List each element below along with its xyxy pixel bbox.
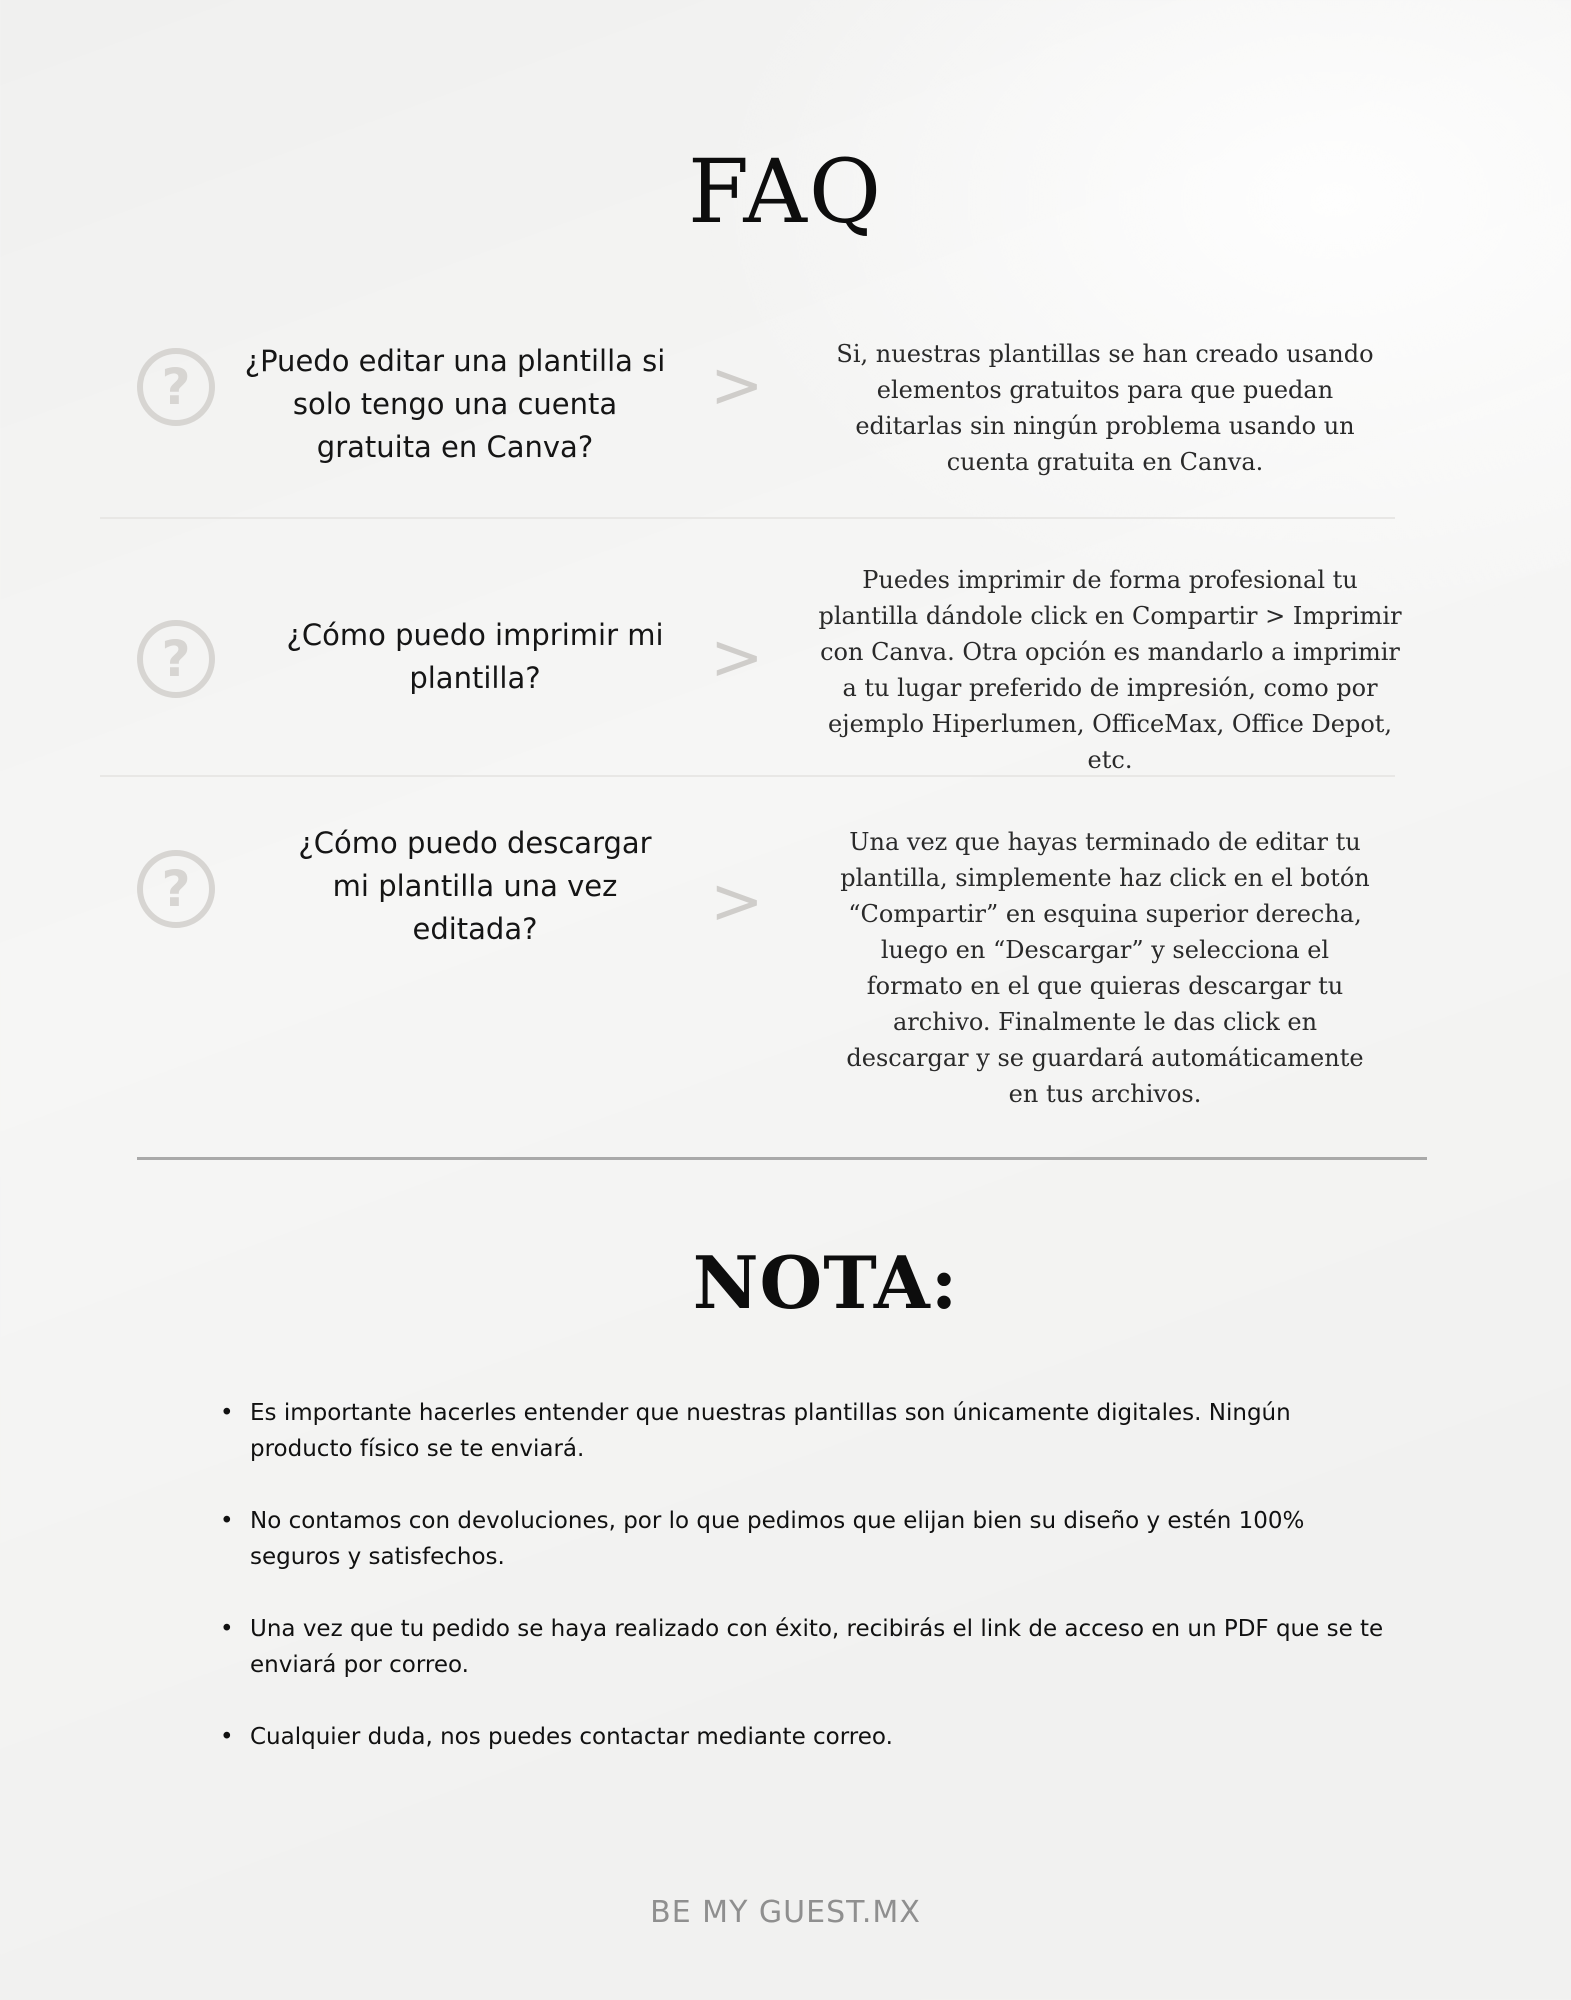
footer-brand: BE MY GUEST.MX [650, 1895, 921, 1930]
question-circle-icon: ? [137, 620, 215, 698]
list-item [220, 1503, 1390, 1575]
list-item [220, 1611, 1390, 1683]
bullet-icon: • [220, 1508, 234, 1534]
note-text: Es importante hacerles entender que nuestras plantillas son únicamente digitales. Ningún producto físico se te enviará. [250, 1400, 1291, 1462]
list-item [220, 1719, 1390, 1755]
faq-divider [100, 517, 1395, 519]
note-text: Una vez que tu pedido se haya realizado con éxito, recibirás el link de acceso en un PDF que se te enviará por correo. [250, 1616, 1384, 1678]
bullet-icon: • [220, 1724, 234, 1750]
faq-answer: Si, nuestras plantillas se han creado usando elementos gratuitos para que puedan editarlas sin ningún problema usando un cuenta gratuita en Canva. [836, 340, 1374, 476]
note-text: No contamos con devoluciones, por lo que pedimos que elijan bien su diseño y estén 100% seguros y satisfechos. [250, 1508, 1305, 1570]
faq-answer: Puedes imprimir de forma profesional tu plantilla dándole click en Compartir > Imprimir con Canva. Otra opción es mandarlo a imprimir a tu lugar preferido de impresión, como por ejemplo Hiperlumen, OfficeMax, Office Depot, etc. [818, 566, 1402, 774]
bullet-icon: • [220, 1616, 234, 1642]
faq-question: ¿Puedo editar una plantilla si solo tengo una cuenta gratuita en Canva? [244, 344, 666, 464]
section-divider [137, 1157, 1427, 1160]
chevron-right-icon: > [710, 349, 764, 423]
question-circle-icon: ? [137, 348, 215, 426]
question-circle-icon: ? [137, 850, 215, 928]
faq-title: FAQ [687, 140, 884, 243]
note-text: Cualquier duda, nos puedes contactar mediante correo. [250, 1724, 893, 1750]
list-item [220, 1395, 1390, 1467]
chevron-right-icon: > [710, 621, 764, 695]
chevron-right-icon: > [710, 865, 764, 939]
nota-title: NOTA: [692, 1240, 959, 1325]
faq-question: ¿Cómo puedo imprimir mi plantilla? [286, 618, 664, 695]
bullet-icon: • [220, 1400, 234, 1426]
faq-answer: Una vez que hayas terminado de editar tu plantilla, simplemente haz click en el botón “Compartir” en esquina superior derecha, luego en “Descargar” y selecciona el formato en el que quieras descargar tu archivo. Finalmente le das click en descargar y se guardará automáticamente en tus archivos. [840, 828, 1370, 1108]
faq-question: ¿Cómo puedo descargar mi plantilla una vez editada? [298, 826, 652, 946]
faq-divider [100, 775, 1395, 777]
note-list [220, 1395, 1390, 1791]
